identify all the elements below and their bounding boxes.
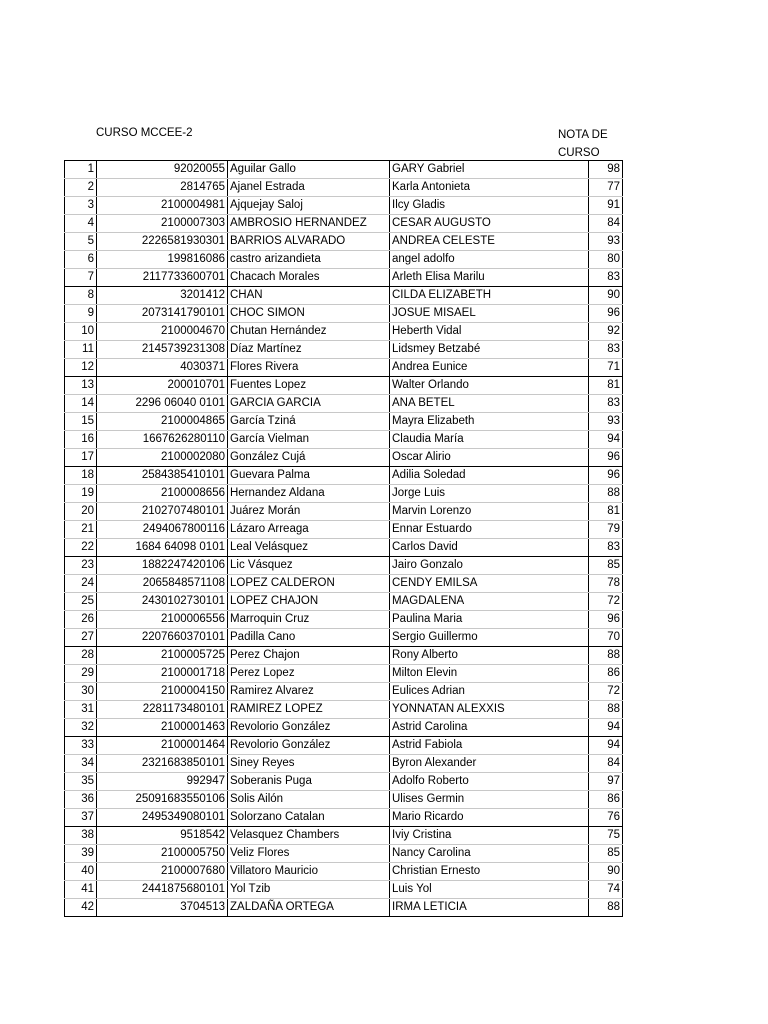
first-name-cell: Ilcy Gladis xyxy=(390,197,589,215)
row-number-cell: 14 xyxy=(65,395,97,413)
row-number-cell: 2 xyxy=(65,179,97,197)
row-number-cell: 18 xyxy=(65,467,97,485)
table-row xyxy=(65,539,623,557)
table-row xyxy=(65,395,623,413)
student-id-cell: 3704513 xyxy=(97,899,228,917)
table-row xyxy=(65,161,623,179)
grade-cell: 94 xyxy=(589,719,623,737)
grade-cell: 96 xyxy=(589,449,623,467)
table-row xyxy=(65,755,623,773)
first-name-cell: Ulises Germin xyxy=(390,791,589,809)
last-name-cell: García Tziná xyxy=(228,413,390,431)
last-name-cell: González Cujá xyxy=(228,449,390,467)
last-name-cell: Ajanel Estrada xyxy=(228,179,390,197)
student-id-cell: 2065848571108 xyxy=(97,575,228,593)
table-row xyxy=(65,251,623,269)
grade-cell: 96 xyxy=(589,611,623,629)
table-row xyxy=(65,773,623,791)
last-name-cell: Padilla Cano xyxy=(228,629,390,647)
grade-cell: 83 xyxy=(589,395,623,413)
first-name-cell: Heberth Vidal xyxy=(390,323,589,341)
row-number-cell: 38 xyxy=(65,827,97,845)
last-name-cell: RAMIREZ LOPEZ xyxy=(228,701,390,719)
row-number-cell: 28 xyxy=(65,647,97,665)
last-name-cell: CHAN xyxy=(228,287,390,305)
table-row xyxy=(65,413,623,431)
course-title: CURSO MCCEE-2 xyxy=(96,127,193,139)
grade-cell: 94 xyxy=(589,737,623,755)
last-name-cell: Siney Reyes xyxy=(228,755,390,773)
grade-cell: 83 xyxy=(589,269,623,287)
table-row xyxy=(65,287,623,305)
row-number-cell: 8 xyxy=(65,287,97,305)
last-name-cell: BARRIOS ALVARADO xyxy=(228,233,390,251)
table-row xyxy=(65,881,623,899)
last-name-cell: LOPEZ CALDERON xyxy=(228,575,390,593)
table-row xyxy=(65,467,623,485)
first-name-cell: Luis Yol xyxy=(390,881,589,899)
grade-cell: 92 xyxy=(589,323,623,341)
row-number-cell: 5 xyxy=(65,233,97,251)
last-name-cell: Revolorio González xyxy=(228,737,390,755)
student-grades-table xyxy=(64,160,623,917)
last-name-cell: Veliz Flores xyxy=(228,845,390,863)
first-name-cell: Paulina Maria xyxy=(390,611,589,629)
row-number-cell: 20 xyxy=(65,503,97,521)
student-id-cell: 2100008656 xyxy=(97,485,228,503)
first-name-cell: CESAR AUGUSTO xyxy=(390,215,589,233)
grade-cell: 72 xyxy=(589,683,623,701)
table-row xyxy=(65,485,623,503)
table-row xyxy=(65,611,623,629)
grade-cell: 96 xyxy=(589,467,623,485)
row-number-cell: 1 xyxy=(65,161,97,179)
row-number-cell: 12 xyxy=(65,359,97,377)
grade-cell: 94 xyxy=(589,431,623,449)
row-number-cell: 31 xyxy=(65,701,97,719)
student-id-cell: 2100005725 xyxy=(97,647,228,665)
first-name-cell: Andrea Eunice xyxy=(390,359,589,377)
table-row xyxy=(65,791,623,809)
student-id-cell: 2584385410101 xyxy=(97,467,228,485)
student-id-cell: 2814765 xyxy=(97,179,228,197)
student-grades-table-body xyxy=(65,161,623,917)
first-name-cell: IRMA LETICIA xyxy=(390,899,589,917)
row-number-cell: 42 xyxy=(65,899,97,917)
student-id-cell: 2117733600701 xyxy=(97,269,228,287)
student-id-cell: 2296 06040 0101 xyxy=(97,395,228,413)
table-row xyxy=(65,431,623,449)
grade-cell: 85 xyxy=(589,845,623,863)
first-name-cell: Lidsmey Betzabé xyxy=(390,341,589,359)
grade-cell: 86 xyxy=(589,791,623,809)
table-row xyxy=(65,179,623,197)
first-name-cell: CENDY EMILSA xyxy=(390,575,589,593)
first-name-cell: Walter Orlando xyxy=(390,377,589,395)
grade-header-line1: NOTA DE xyxy=(558,129,608,141)
student-id-cell: 2100007303 xyxy=(97,215,228,233)
row-number-cell: 40 xyxy=(65,863,97,881)
student-id-cell: 92020055 xyxy=(97,161,228,179)
student-id-cell: 2100004981 xyxy=(97,197,228,215)
grade-column-header xyxy=(558,126,608,162)
last-name-cell: AMBROSIO HERNANDEZ xyxy=(228,215,390,233)
grade-cell: 93 xyxy=(589,413,623,431)
student-id-cell: 2321683850101 xyxy=(97,755,228,773)
table-row xyxy=(65,521,623,539)
last-name-cell: Yol Tzib xyxy=(228,881,390,899)
row-number-cell: 4 xyxy=(65,215,97,233)
last-name-cell: Soberanis Puga xyxy=(228,773,390,791)
last-name-cell: Chutan Hernández xyxy=(228,323,390,341)
last-name-cell: Perez Lopez xyxy=(228,665,390,683)
grade-cell: 81 xyxy=(589,503,623,521)
student-id-cell: 2100004865 xyxy=(97,413,228,431)
student-id-cell: 2100004150 xyxy=(97,683,228,701)
table-row xyxy=(65,503,623,521)
first-name-cell: Claudia María xyxy=(390,431,589,449)
first-name-cell: Adilia Soledad xyxy=(390,467,589,485)
last-name-cell: Juárez Morán xyxy=(228,503,390,521)
first-name-cell: Marvin Lorenzo xyxy=(390,503,589,521)
row-number-cell: 29 xyxy=(65,665,97,683)
grade-cell: 77 xyxy=(589,179,623,197)
grade-cell: 78 xyxy=(589,575,623,593)
student-id-cell: 2430102730101 xyxy=(97,593,228,611)
last-name-cell: Leal Velásquez xyxy=(228,539,390,557)
student-id-cell: 2441875680101 xyxy=(97,881,228,899)
table-row xyxy=(65,809,623,827)
student-id-cell: 1667626280110 xyxy=(97,431,228,449)
first-name-cell: Iviy Cristina xyxy=(390,827,589,845)
student-id-cell: 2226581930301 xyxy=(97,233,228,251)
student-id-cell: 2100002080 xyxy=(97,449,228,467)
grade-cell: 86 xyxy=(589,665,623,683)
grade-cell: 85 xyxy=(589,557,623,575)
last-name-cell: Solorzano Catalan xyxy=(228,809,390,827)
table-row xyxy=(65,233,623,251)
row-number-cell: 24 xyxy=(65,575,97,593)
student-id-cell: 2100004670 xyxy=(97,323,228,341)
first-name-cell: Jairo Gonzalo xyxy=(390,557,589,575)
table-row xyxy=(65,215,623,233)
student-id-cell: 9518542 xyxy=(97,827,228,845)
row-number-cell: 23 xyxy=(65,557,97,575)
student-id-cell: 1882247420106 xyxy=(97,557,228,575)
row-number-cell: 7 xyxy=(65,269,97,287)
grade-cell: 75 xyxy=(589,827,623,845)
last-name-cell: Marroquin Cruz xyxy=(228,611,390,629)
first-name-cell: ANDREA CELESTE xyxy=(390,233,589,251)
first-name-cell: Mayra Elizabeth xyxy=(390,413,589,431)
grade-cell: 93 xyxy=(589,233,623,251)
last-name-cell: castro arizandieta xyxy=(228,251,390,269)
last-name-cell: Revolorio González xyxy=(228,719,390,737)
table-row xyxy=(65,269,623,287)
grade-cell: 88 xyxy=(589,647,623,665)
table-row xyxy=(65,341,623,359)
last-name-cell: Lázaro Arreaga xyxy=(228,521,390,539)
table-row xyxy=(65,575,623,593)
last-name-cell: Solis Ailón xyxy=(228,791,390,809)
table-row xyxy=(65,323,623,341)
student-id-cell: 992947 xyxy=(97,773,228,791)
last-name-cell: CHOC SIMON xyxy=(228,305,390,323)
table-row xyxy=(65,683,623,701)
row-number-cell: 17 xyxy=(65,449,97,467)
grade-header-line2: CURSO xyxy=(558,147,600,159)
table-row xyxy=(65,737,623,755)
table-row xyxy=(65,701,623,719)
first-name-cell: Eulices Adrian xyxy=(390,683,589,701)
first-name-cell: Oscar Alirio xyxy=(390,449,589,467)
last-name-cell: Chacach Morales xyxy=(228,269,390,287)
student-id-cell: 2100007680 xyxy=(97,863,228,881)
student-id-cell: 4030371 xyxy=(97,359,228,377)
last-name-cell: Aguilar Gallo xyxy=(228,161,390,179)
grade-cell: 98 xyxy=(589,161,623,179)
row-number-cell: 15 xyxy=(65,413,97,431)
first-name-cell: Milton Elevin xyxy=(390,665,589,683)
row-number-cell: 27 xyxy=(65,629,97,647)
table-row xyxy=(65,449,623,467)
student-id-cell: 2100001463 xyxy=(97,719,228,737)
grade-cell: 84 xyxy=(589,215,623,233)
first-name-cell: Astrid Carolina xyxy=(390,719,589,737)
grade-cell: 74 xyxy=(589,881,623,899)
row-number-cell: 11 xyxy=(65,341,97,359)
student-id-cell: 2073141790101 xyxy=(97,305,228,323)
grade-cell: 90 xyxy=(589,287,623,305)
grade-cell: 71 xyxy=(589,359,623,377)
last-name-cell: LOPEZ CHAJON xyxy=(228,593,390,611)
first-name-cell: JOSUE MISAEL xyxy=(390,305,589,323)
row-number-cell: 35 xyxy=(65,773,97,791)
grade-cell: 88 xyxy=(589,485,623,503)
last-name-cell: Flores Rivera xyxy=(228,359,390,377)
first-name-cell: angel adolfo xyxy=(390,251,589,269)
student-id-cell: 2100005750 xyxy=(97,845,228,863)
student-id-cell: 2495349080101 xyxy=(97,809,228,827)
first-name-cell: Byron Alexander xyxy=(390,755,589,773)
first-name-cell: Karla Antonieta xyxy=(390,179,589,197)
first-name-cell: Jorge Luis xyxy=(390,485,589,503)
table-row xyxy=(65,863,623,881)
first-name-cell: Carlos David xyxy=(390,539,589,557)
student-id-cell: 3201412 xyxy=(97,287,228,305)
student-id-cell: 2100006556 xyxy=(97,611,228,629)
student-id-cell: 1684 64098 0101 xyxy=(97,539,228,557)
table-row xyxy=(65,827,623,845)
table-row xyxy=(65,377,623,395)
student-id-cell: 2102707480101 xyxy=(97,503,228,521)
first-name-cell: Nancy Carolina xyxy=(390,845,589,863)
table-row xyxy=(65,557,623,575)
table-row xyxy=(65,359,623,377)
first-name-cell: Mario Ricardo xyxy=(390,809,589,827)
row-number-cell: 37 xyxy=(65,809,97,827)
row-number-cell: 3 xyxy=(65,197,97,215)
grade-cell: 83 xyxy=(589,341,623,359)
last-name-cell: Perez Chajon xyxy=(228,647,390,665)
grade-cell: 88 xyxy=(589,899,623,917)
row-number-cell: 10 xyxy=(65,323,97,341)
row-number-cell: 34 xyxy=(65,755,97,773)
student-id-cell: 2100001718 xyxy=(97,665,228,683)
row-number-cell: 26 xyxy=(65,611,97,629)
first-name-cell: CILDA ELIZABETH xyxy=(390,287,589,305)
row-number-cell: 22 xyxy=(65,539,97,557)
last-name-cell: Villatoro Mauricio xyxy=(228,863,390,881)
row-number-cell: 30 xyxy=(65,683,97,701)
row-number-cell: 36 xyxy=(65,791,97,809)
last-name-cell: Velasquez Chambers xyxy=(228,827,390,845)
row-number-cell: 25 xyxy=(65,593,97,611)
student-id-cell: 2494067800116 xyxy=(97,521,228,539)
row-number-cell: 6 xyxy=(65,251,97,269)
row-number-cell: 19 xyxy=(65,485,97,503)
student-id-cell: 199816086 xyxy=(97,251,228,269)
last-name-cell: Guevara Palma xyxy=(228,467,390,485)
grade-cell: 96 xyxy=(589,305,623,323)
grade-cell: 79 xyxy=(589,521,623,539)
last-name-cell: Ramirez Alvarez xyxy=(228,683,390,701)
table-row xyxy=(65,899,623,917)
grade-cell: 97 xyxy=(589,773,623,791)
table-row xyxy=(65,197,623,215)
table-row xyxy=(65,665,623,683)
row-number-cell: 9 xyxy=(65,305,97,323)
first-name-cell: Ennar Estuardo xyxy=(390,521,589,539)
student-id-cell: 2145739231308 xyxy=(97,341,228,359)
table-row xyxy=(65,647,623,665)
grade-cell: 72 xyxy=(589,593,623,611)
student-id-cell: 2100001464 xyxy=(97,737,228,755)
last-name-cell: Fuentes Lopez xyxy=(228,377,390,395)
last-name-cell: García Vielman xyxy=(228,431,390,449)
first-name-cell: Rony Alberto xyxy=(390,647,589,665)
grade-cell: 83 xyxy=(589,539,623,557)
first-name-cell: Astrid Fabiola xyxy=(390,737,589,755)
first-name-cell: ANA BETEL xyxy=(390,395,589,413)
row-number-cell: 21 xyxy=(65,521,97,539)
student-id-cell: 2207660370101 xyxy=(97,629,228,647)
row-number-cell: 33 xyxy=(65,737,97,755)
grade-cell: 84 xyxy=(589,755,623,773)
grade-cell: 80 xyxy=(589,251,623,269)
row-number-cell: 13 xyxy=(65,377,97,395)
grade-cell: 76 xyxy=(589,809,623,827)
last-name-cell: Ajquejay Saloj xyxy=(228,197,390,215)
grade-cell: 90 xyxy=(589,863,623,881)
last-name-cell: Hernandez Aldana xyxy=(228,485,390,503)
first-name-cell: YONNATAN ALEXXIS xyxy=(390,701,589,719)
last-name-cell: Díaz Martínez xyxy=(228,341,390,359)
first-name-cell: GARY Gabriel xyxy=(390,161,589,179)
table-row xyxy=(65,629,623,647)
table-row xyxy=(65,719,623,737)
student-id-cell: 2281173480101 xyxy=(97,701,228,719)
last-name-cell: Lic Vásquez xyxy=(228,557,390,575)
grade-cell: 91 xyxy=(589,197,623,215)
first-name-cell: Arleth Elisa Marilu xyxy=(390,269,589,287)
student-id-cell: 200010701 xyxy=(97,377,228,395)
row-number-cell: 41 xyxy=(65,881,97,899)
first-name-cell: Sergio Guillermo xyxy=(390,629,589,647)
grade-cell: 88 xyxy=(589,701,623,719)
row-number-cell: 16 xyxy=(65,431,97,449)
row-number-cell: 32 xyxy=(65,719,97,737)
first-name-cell: Adolfo Roberto xyxy=(390,773,589,791)
table-row xyxy=(65,845,623,863)
last-name-cell: GARCIA GARCIA xyxy=(228,395,390,413)
last-name-cell: ZALDAÑA ORTEGA xyxy=(228,899,390,917)
table-row xyxy=(65,593,623,611)
first-name-cell: Christian Ernesto xyxy=(390,863,589,881)
row-number-cell: 39 xyxy=(65,845,97,863)
table-row xyxy=(65,305,623,323)
first-name-cell: MAGDALENA xyxy=(390,593,589,611)
grade-cell: 70 xyxy=(589,629,623,647)
grade-cell: 81 xyxy=(589,377,623,395)
student-id-cell: 25091683550106 xyxy=(97,791,228,809)
